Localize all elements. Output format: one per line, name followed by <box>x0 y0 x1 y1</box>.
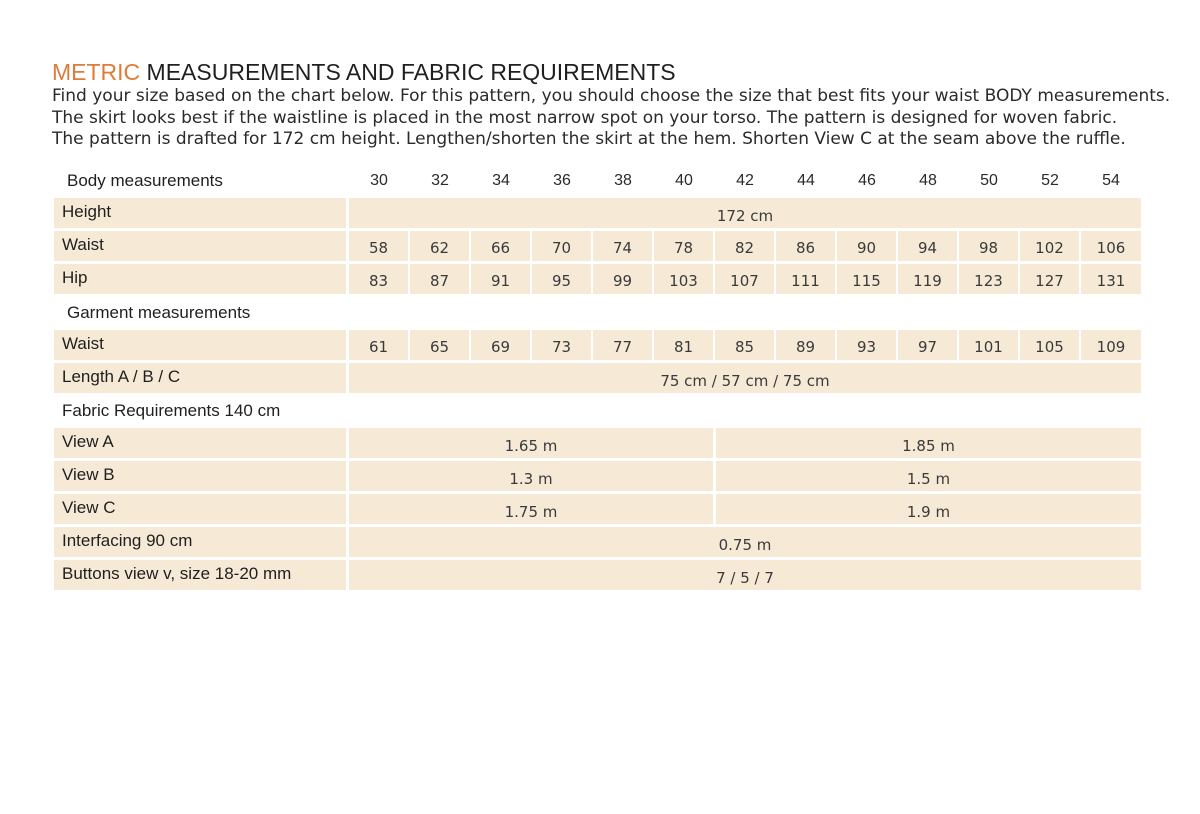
row-label: Waist <box>62 334 104 353</box>
table-cell: 109 <box>1081 330 1141 360</box>
table-cell: 69 <box>471 330 530 360</box>
view-b-large-sizes: 1.5 m <box>716 461 1141 491</box>
table-cell: 70 <box>532 231 591 261</box>
size-header: 42 <box>736 172 754 189</box>
table-cell: 115 <box>837 264 896 294</box>
view-a-large-sizes: 1.85 m <box>716 428 1141 458</box>
view-c-small-sizes: 1.75 m <box>349 494 713 524</box>
row-label: View C <box>62 498 116 517</box>
row-label: Waist <box>62 235 104 254</box>
size-header: 38 <box>614 172 632 189</box>
size-header: 48 <box>919 172 937 189</box>
section-garment <box>0 301 1200 325</box>
table-cell: 123 <box>959 264 1018 294</box>
size-header: 54 <box>1102 172 1120 189</box>
size-header: 34 <box>492 172 510 189</box>
table-cell: 107 <box>715 264 774 294</box>
section-fabric-requirements: Fabric Requirements 140 cm <box>62 401 281 420</box>
table-cell: 131 <box>1081 264 1141 294</box>
table-cell: 66 <box>471 231 530 261</box>
intro-line: The pattern is drafted for 172 cm height. Lengthen/shorten the skirt at the hem. Shorten View C at the seam above the ruffle. <box>52 129 1126 149</box>
table-cell: 93 <box>837 330 896 360</box>
row-waist <box>0 231 1200 261</box>
view-c-large-sizes: 1.9 m <box>716 494 1141 524</box>
row-label: Interfacing 90 cm <box>62 531 193 550</box>
table-cell: 90 <box>837 231 896 261</box>
size-header: 50 <box>980 172 998 189</box>
intro-line: The skirt looks best if the waistline is placed in the most narrow spot on your torso. The pattern is designed for woven fabric. <box>52 107 1118 128</box>
row-label: Length A / B / C <box>62 367 181 386</box>
table-cell: 105 <box>1020 330 1079 360</box>
table-cell: 102 <box>1020 231 1079 261</box>
size-header: 30 <box>370 172 388 189</box>
section-garment-measurements: Garment measurements <box>67 303 251 322</box>
table-cell: 103 <box>654 264 713 294</box>
table-cell: 89 <box>776 330 835 360</box>
row-view-c <box>0 494 1200 524</box>
table-cell: 98 <box>959 231 1018 261</box>
section-fabric <box>0 399 1200 423</box>
size-header: 44 <box>797 172 815 189</box>
row-buttons <box>0 560 1200 590</box>
table-cell: 74 <box>593 231 652 261</box>
size-header: 46 <box>858 172 876 189</box>
row-garment-waist <box>0 330 1200 360</box>
buttons-value: 7 / 5 / 7 <box>349 560 1141 590</box>
table-cell: 62 <box>410 231 469 261</box>
table-cell: 73 <box>532 330 591 360</box>
row-label: Height <box>62 202 112 221</box>
table-cell: 81 <box>654 330 713 360</box>
size-header: 40 <box>675 172 693 189</box>
row-view-b <box>0 461 1200 491</box>
section-body-measurements: Body measurements <box>67 171 223 190</box>
table-cell: 65 <box>410 330 469 360</box>
table-cell: 78 <box>654 231 713 261</box>
view-a-small-sizes: 1.65 m <box>349 428 713 458</box>
row-interfacing <box>0 527 1200 557</box>
title-rest: MEASUREMENTS AND FABRIC REQUIREMENTS <box>140 59 676 85</box>
row-label: Buttons view v, size 18-20 mm <box>62 564 292 583</box>
table-cell: 111 <box>776 264 835 294</box>
table-cell: 61 <box>349 330 408 360</box>
table-cell: 83 <box>349 264 408 294</box>
row-label: Hip <box>62 268 88 287</box>
table-cell: 58 <box>349 231 408 261</box>
row-length <box>0 363 1200 393</box>
table-cell: 99 <box>593 264 652 294</box>
length-value: 75 cm / 57 cm / 75 cm <box>349 363 1141 393</box>
height-value: 172 cm <box>349 198 1141 228</box>
size-header: 32 <box>431 172 449 189</box>
table-cell: 77 <box>593 330 652 360</box>
table-cell: 119 <box>898 264 957 294</box>
size-header: 36 <box>553 172 571 189</box>
table-cell: 94 <box>898 231 957 261</box>
intro-text <box>52 86 1170 151</box>
table-cell: 87 <box>410 264 469 294</box>
table-cell: 86 <box>776 231 835 261</box>
table-cell: 85 <box>715 330 774 360</box>
table-cell: 82 <box>715 231 774 261</box>
row-hip <box>0 264 1200 294</box>
table-cell: 101 <box>959 330 1018 360</box>
page-title <box>52 58 676 86</box>
row-view-a <box>0 428 1200 458</box>
interfacing-value: 0.75 m <box>349 527 1141 557</box>
size-header: 52 <box>1041 172 1059 189</box>
row-height <box>0 198 1200 228</box>
table-cell: 91 <box>471 264 530 294</box>
view-b-small-sizes: 1.3 m <box>349 461 713 491</box>
size-header-row <box>0 170 1200 192</box>
title-accent: METRIC <box>52 59 141 85</box>
table-cell: 95 <box>532 264 591 294</box>
table-cell: 127 <box>1020 264 1079 294</box>
row-label: View A <box>62 432 114 451</box>
table-cell: 97 <box>898 330 957 360</box>
table-cell: 106 <box>1081 231 1141 261</box>
intro-line: Find your size based on the chart below. For this pattern, you should choose the size that best fits your waist BODY measurements. <box>52 86 1171 106</box>
row-label: View B <box>62 465 115 484</box>
